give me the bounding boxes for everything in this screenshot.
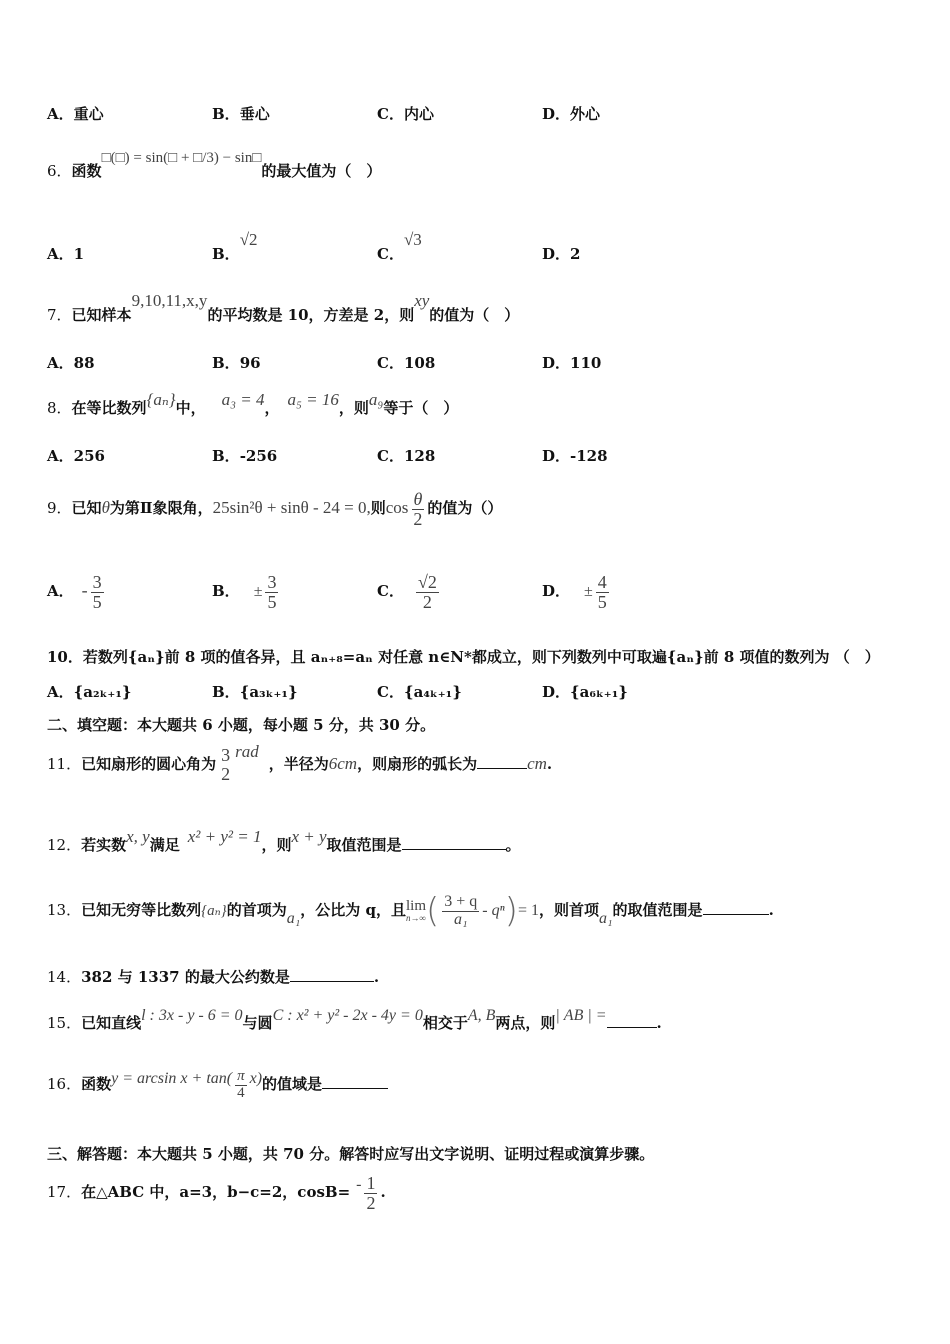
q13-answer-blank[interactable] xyxy=(703,900,769,915)
question-11: 11．已知扇形的圆心角为 3 2 rad，半径为6cm，则扇形的弧长为 cm. xyxy=(47,742,553,784)
q9-option-c: C． $\frac{√2}{2}$ xyxy=(377,571,437,612)
q7-option-a: A．88 xyxy=(47,354,95,372)
q7-options xyxy=(47,352,767,376)
question-8: 8．在等比数列{aₙ}中， a₃ = 4， a₅ = 16，则a₉等于（ ） xyxy=(47,390,459,417)
q7-option-c: C．108 xyxy=(377,354,436,372)
q8-cond1: a₃ = 4 xyxy=(221,390,265,409)
q8-option-b: B．-256 xyxy=(212,447,278,465)
q6-suffix: 的最大值为（ ） xyxy=(261,162,382,180)
question-16: 16．函数y = arcsin x + tan( $\frac{\pi}{4}$ x)的值域是 xyxy=(47,1062,388,1106)
q16-function: y = arcsin x + tan( xyxy=(111,1070,233,1087)
question-10: 10．若数列{aₙ}前 8 项的值各异，且 aₙ₊₈=aₙ 对任意 n∈N*都成立，则下列数列中可取遍{aₙ}前 8 项值的数列为 （ ） xyxy=(47,648,880,666)
q7-target: xy xyxy=(414,291,430,310)
q11-angle: 3 2 xyxy=(221,745,231,784)
q6-option-d: D．2 xyxy=(542,245,581,263)
q12-condition: x² + y² = 1 xyxy=(187,827,262,846)
q7-option-d: D．110 xyxy=(542,354,602,372)
q12-answer-blank[interactable] xyxy=(402,835,506,850)
question-12: 12．若实数x, y满足 x² + y² = 1，则x + y取值范围是 。 xyxy=(47,827,521,854)
question-7: 7．已知样本9,10,11,x,y的平均数是 10，方差是 2，则xy的值为（ ） xyxy=(47,291,520,324)
q6-option-b: B．√2 xyxy=(212,230,258,263)
section-2-heading: 二、填空题：本大题共 6 小题，每小题 5 分，共 30 分。 xyxy=(47,716,436,734)
q8-seq: {aₙ} xyxy=(146,390,176,409)
q10-option-b: B．{a₃ₖ₊₁} xyxy=(212,683,298,701)
q16-answer-blank[interactable] xyxy=(322,1074,388,1089)
q5-options xyxy=(47,103,767,127)
q14-answer-blank[interactable] xyxy=(290,967,374,982)
q8-target: a₉ xyxy=(368,390,384,409)
question-15: 15．已知直线l : 3x - y - 6 = 0与圆C : x² + y² - 2x - 4y = 0相交于A, B两点，则| AB | = . xyxy=(47,1007,662,1032)
q9-equation: 25sin²θ + sinθ - 24 = 0, xyxy=(212,498,371,517)
question-13: 13．已知无穷等比数列{aₙ}的首项为a₁，公比为 q，且 lim n→∞ ( $\frac{3 + q}{\text{a₁}}$ - qⁿ)= 1，则首项a₁的取值范围是 . xyxy=(47,891,774,931)
q9-option-b: B． ± $\frac{3}{5}$ xyxy=(212,571,277,612)
q9-option-d: D． ± $\frac{4}{5}$ xyxy=(542,571,607,612)
q9-options xyxy=(47,566,767,616)
q11-answer-blank[interactable] xyxy=(477,754,527,769)
q13-limit: lim n→∞ xyxy=(405,897,426,924)
q5-option-d: D．外心 xyxy=(542,105,601,123)
q6-option-a: A．1 xyxy=(47,245,85,263)
question-6 xyxy=(47,150,382,181)
q10-options xyxy=(47,681,767,705)
q15-answer-blank[interactable] xyxy=(607,1013,657,1028)
q6-number: 6． xyxy=(47,162,72,180)
q7-sample: 9,10,11,x,y xyxy=(131,291,208,310)
q15-line: l : 3x - y - 6 = 0 xyxy=(141,1007,243,1024)
q7-option-b: B．96 xyxy=(212,354,261,372)
q8-option-c: C．128 xyxy=(377,447,436,465)
question-14: 14．382 与 1337 的最大公约数是 . xyxy=(47,968,380,986)
q9-option-a: A． - $\frac{3}{5}$ xyxy=(47,571,102,612)
q9-half-angle: $\frac{\theta}{2}$ xyxy=(413,488,423,529)
q11-radius: 6cm xyxy=(328,754,358,773)
q6-prefix: 函数 xyxy=(71,162,102,180)
q8-options xyxy=(47,445,767,469)
q6-option-c: C．√3 xyxy=(377,230,422,263)
q6-options xyxy=(47,230,767,267)
q8-cond2: a₅ = 16 xyxy=(287,390,339,409)
question-17: 17．在△ABC 中，a=3，b−c=2，cosB= - $\frac{1}{2}$ . xyxy=(47,1172,386,1213)
q5-option-c: C．内心 xyxy=(377,105,434,123)
q8-option-d: D．-128 xyxy=(542,447,608,465)
q10-option-d: D．{a₆ₖ₊₁} xyxy=(542,683,628,701)
section-3-heading: 三、解答题：本大题共 5 小题，共 70 分。解答时应写出文字说明、证明过程或演算步骤。 xyxy=(47,1145,655,1163)
q10-option-a: A．{a₂ₖ₊₁} xyxy=(47,683,132,701)
q8-option-a: A．256 xyxy=(47,447,105,465)
q5-option-a: A．重心 xyxy=(47,105,104,123)
q6-formula: □(□) = sin(□ + □/3) − sin□ xyxy=(101,150,262,166)
q5-option-b: B．垂心 xyxy=(212,105,270,123)
question-9: 9．已知θ为第Ⅱ象限角，25sin²θ + sinθ - 24 = 0,则cos $\frac{\theta}{2}$ 的值为（） xyxy=(47,488,503,529)
q15-circle: C : x² + y² - 2x - 4y = 0 xyxy=(272,1007,423,1024)
q10-option-c: C．{a₄ₖ₊₁} xyxy=(377,683,462,701)
